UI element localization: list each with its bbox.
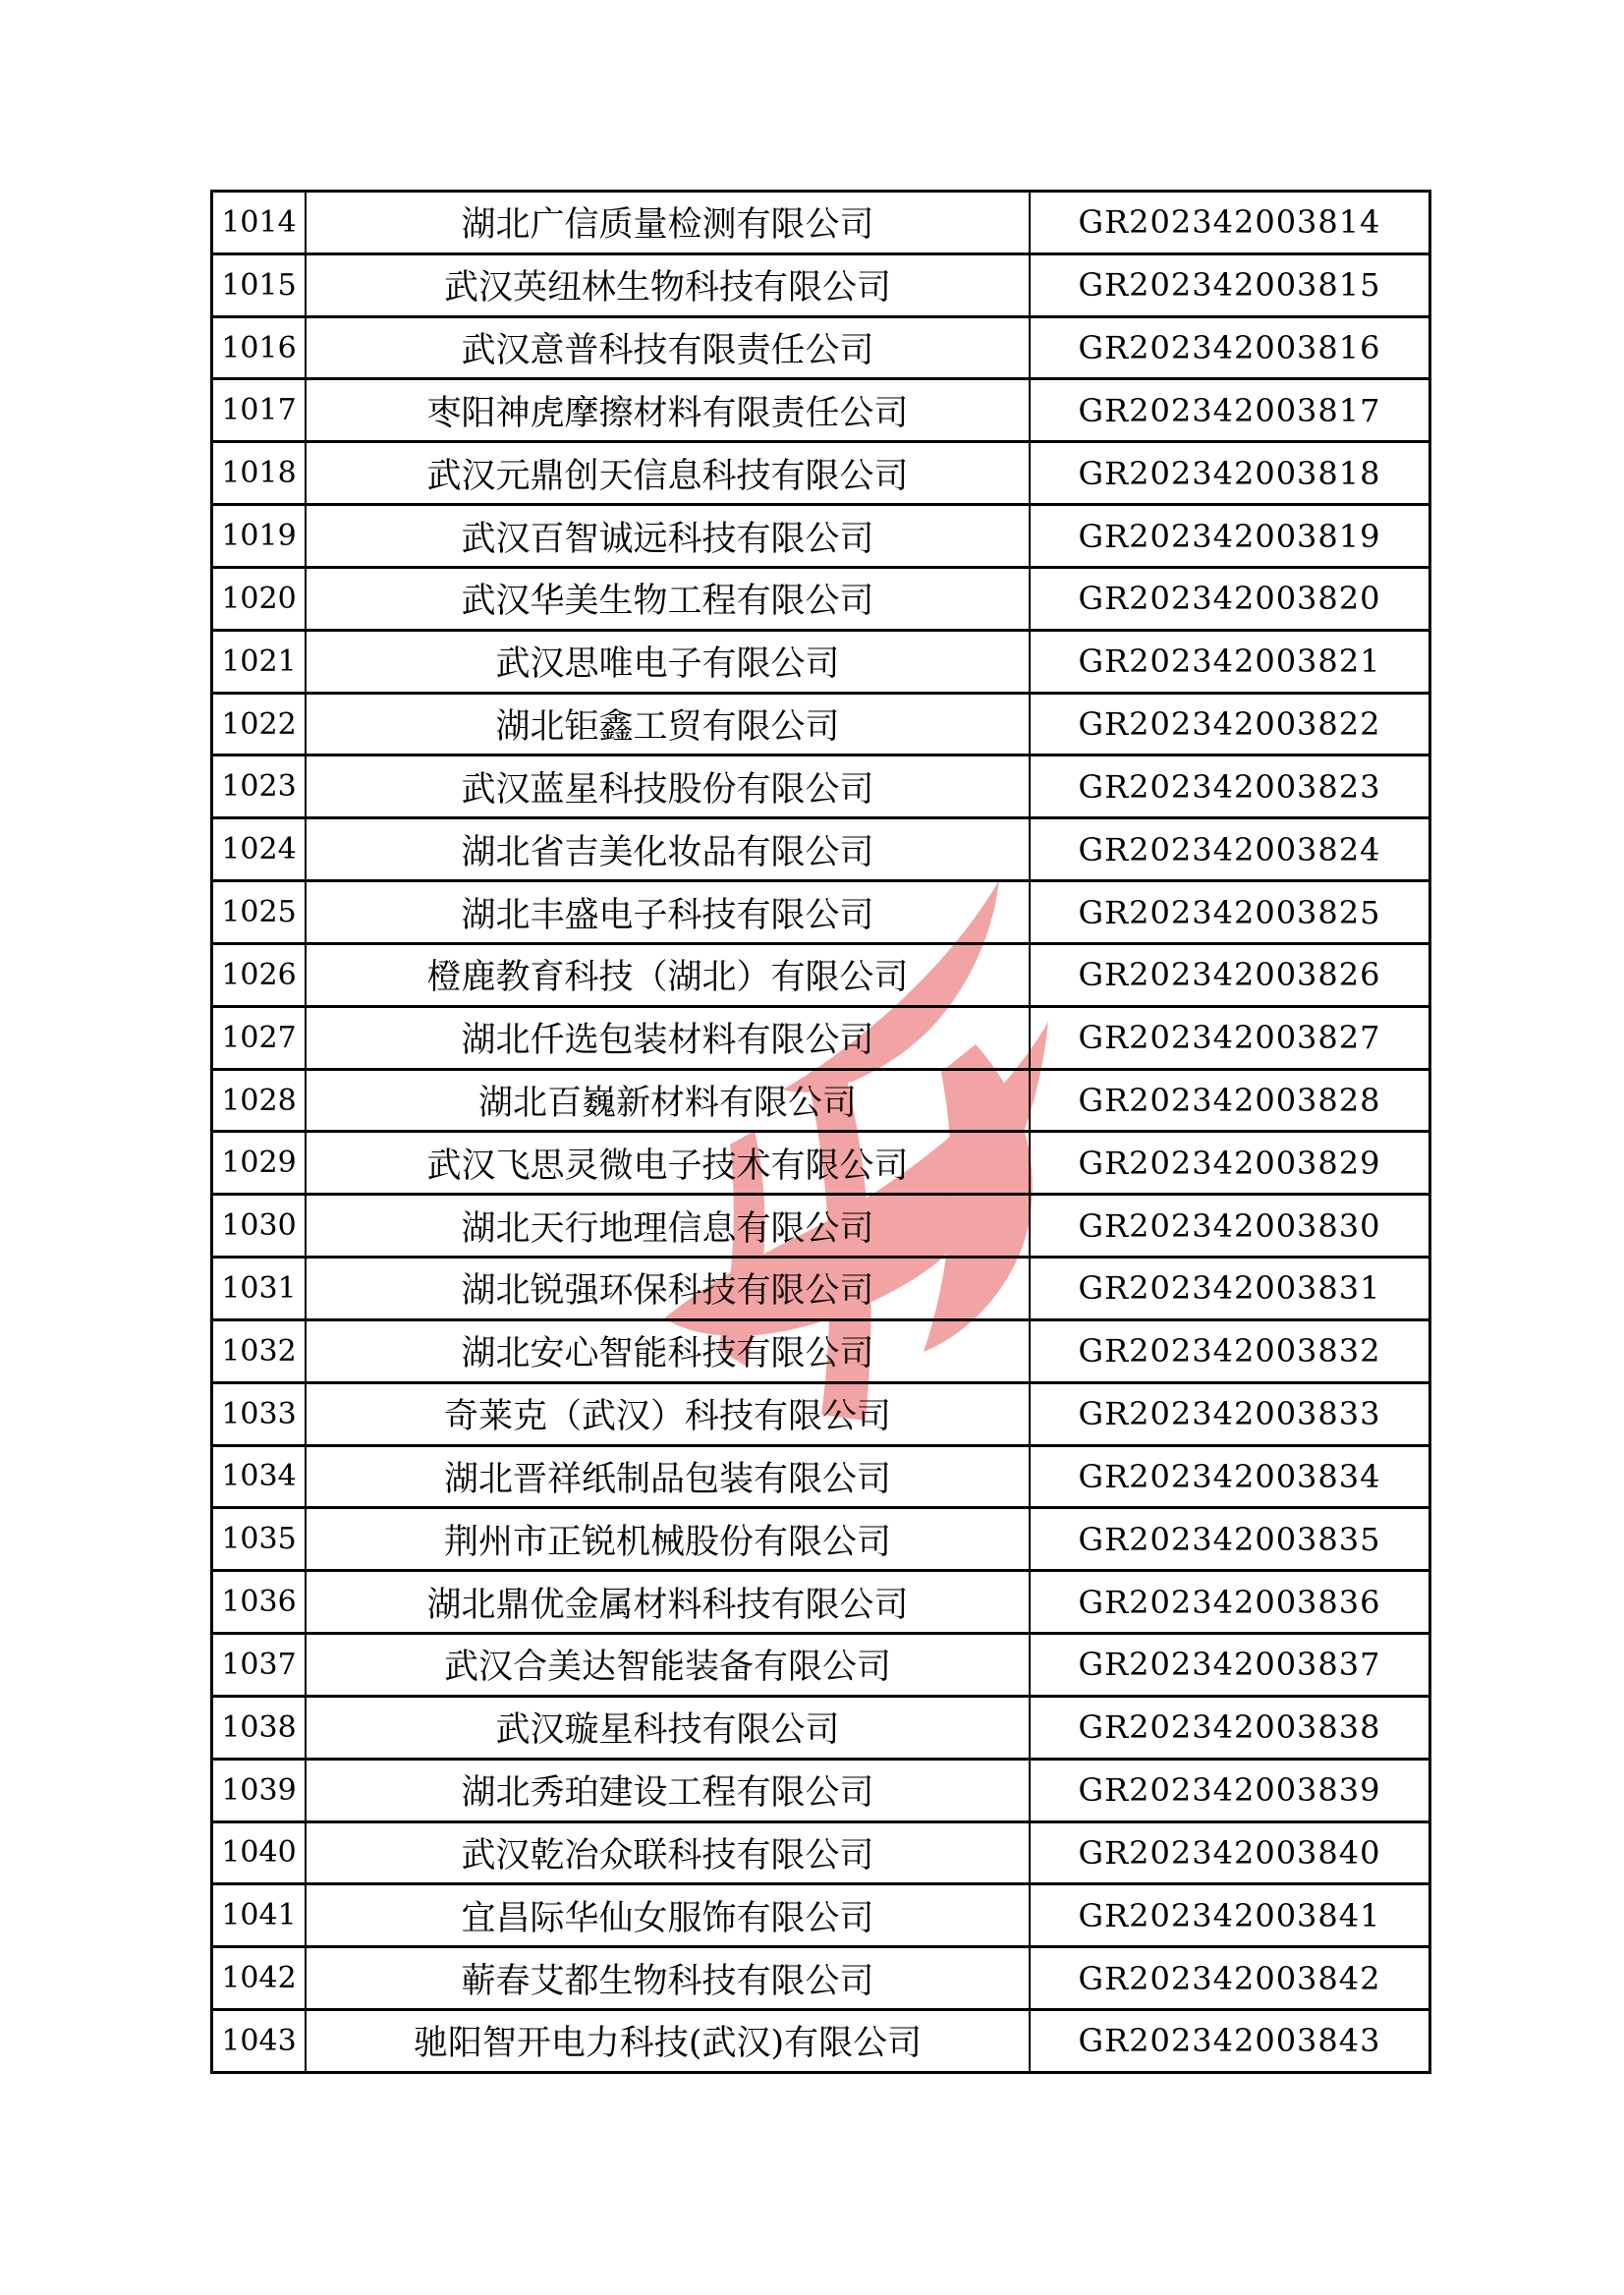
- certificate-code-cell: GR202342003831: [1078, 1269, 1381, 1308]
- row-number-cell: 1029: [213, 1133, 307, 1193]
- certificate-code-cell: GR202342003833: [1078, 1395, 1381, 1433]
- certificate-code-cell: GR202342003830: [1078, 1206, 1381, 1245]
- company-name-cell: 宜昌际华仙女服饰有限公司: [307, 1885, 1031, 1945]
- company-name-cell: 湖北仟选包装材料有限公司: [307, 1008, 1031, 1068]
- certificate-code-cell: GR202342003816: [1078, 329, 1381, 367]
- company-name-cell: 武汉璇星科技有限公司: [307, 1698, 1031, 1758]
- certificate-code-cell: GR202342003826: [1078, 956, 1381, 994]
- table-row: [213, 318, 1428, 381]
- company-name-cell: 荆州市正锐机械股份有限公司: [307, 1509, 1031, 1569]
- certificate-code-cell: GR202342003821: [1078, 643, 1381, 681]
- table-row: [213, 1885, 1428, 1948]
- certificate-code-cell: GR202342003843: [1078, 2022, 1381, 2060]
- row-number-cell: 1030: [213, 1196, 307, 1256]
- certificate-code-cell: GR202342003834: [1078, 1457, 1381, 1495]
- table-row: [213, 2011, 1428, 2071]
- table-row: [213, 1948, 1428, 2011]
- company-name-cell: 奇莱克（武汉）科技有限公司: [307, 1384, 1031, 1444]
- table-row: [213, 1635, 1428, 1698]
- row-number-cell: 1022: [213, 695, 307, 755]
- company-name-cell: 湖北晋祥纸制品包装有限公司: [307, 1447, 1031, 1507]
- row-number-cell: 1026: [213, 945, 307, 1005]
- row-number-cell: 1033: [213, 1384, 307, 1444]
- row-number-cell: 1016: [213, 318, 307, 378]
- company-name-cell: 枣阳神虎摩擦材料有限责任公司: [307, 380, 1031, 440]
- table-row: [213, 443, 1428, 506]
- row-number-cell: 1034: [213, 1447, 307, 1507]
- row-number-cell: 1038: [213, 1698, 307, 1758]
- company-name-cell: 湖北广信质量检测有限公司: [307, 193, 1031, 252]
- company-name-cell: 武汉英纽林生物科技有限公司: [307, 255, 1031, 315]
- row-number-cell: 1015: [213, 255, 307, 315]
- row-number-cell: 1041: [213, 1885, 307, 1945]
- table-row: [213, 1509, 1428, 1572]
- certificate-code-cell: GR202342003838: [1078, 1708, 1381, 1747]
- table-row: [213, 1259, 1428, 1321]
- company-name-cell: 武汉蓝星科技股份有限公司: [307, 756, 1031, 816]
- certificate-code-cell: GR202342003835: [1078, 1520, 1381, 1558]
- table-row: [213, 1698, 1428, 1761]
- company-name-cell: 驰阳智开电力科技(武汉)有限公司: [307, 2011, 1031, 2071]
- row-number-cell: 1031: [213, 1259, 307, 1318]
- table-row: [213, 1321, 1428, 1384]
- certificate-code-cell: GR202342003839: [1078, 1771, 1381, 1810]
- table-row: [213, 1761, 1428, 1823]
- table-row: [213, 882, 1428, 945]
- row-number-cell: 1024: [213, 819, 307, 879]
- table-row: [213, 569, 1428, 632]
- table-row: [213, 255, 1428, 318]
- row-number-cell: 1037: [213, 1635, 307, 1695]
- table-row: [213, 1572, 1428, 1635]
- row-number-cell: 1043: [213, 2011, 307, 2071]
- certificate-code-cell: GR202342003836: [1078, 1583, 1381, 1621]
- company-name-cell: 橙鹿教育科技（湖北）有限公司: [307, 945, 1031, 1005]
- certificate-code-cell: GR202342003819: [1078, 517, 1381, 555]
- table-row: [213, 380, 1428, 443]
- table-row: [213, 1196, 1428, 1259]
- certificate-code-cell: GR202342003840: [1078, 1833, 1381, 1872]
- company-name-cell: 湖北百巍新材料有限公司: [307, 1071, 1031, 1131]
- row-number-cell: 1017: [213, 380, 307, 440]
- row-number-cell: 1027: [213, 1008, 307, 1068]
- company-name-cell: 湖北锐强环保科技有限公司: [307, 1259, 1031, 1318]
- table-row: [213, 506, 1428, 569]
- certificate-code-cell: GR202342003842: [1078, 1959, 1381, 1997]
- row-number-cell: 1032: [213, 1321, 307, 1381]
- certificate-code-cell: GR202342003823: [1078, 767, 1381, 806]
- row-number-cell: 1021: [213, 632, 307, 692]
- table-row: [213, 756, 1428, 819]
- company-name-cell: 武汉合美达智能装备有限公司: [307, 1635, 1031, 1695]
- company-name-cell: 湖北钜鑫工贸有限公司: [307, 695, 1031, 755]
- company-name-cell: 武汉思唯电子有限公司: [307, 632, 1031, 692]
- company-name-cell: 湖北天行地理信息有限公司: [307, 1196, 1031, 1256]
- row-number-cell: 1018: [213, 443, 307, 503]
- table-row: [213, 1008, 1428, 1071]
- certificate-code-cell: GR202342003817: [1078, 391, 1381, 429]
- company-name-cell: 湖北省吉美化妆品有限公司: [307, 819, 1031, 879]
- row-number-cell: 1019: [213, 506, 307, 566]
- row-number-cell: 1036: [213, 1572, 307, 1632]
- row-number-cell: 1035: [213, 1509, 307, 1569]
- table-row: [213, 1071, 1428, 1134]
- company-name-cell: 武汉华美生物工程有限公司: [307, 569, 1031, 629]
- certificate-code-cell: GR202342003822: [1078, 705, 1381, 744]
- company-name-cell: 武汉乾冶众联科技有限公司: [307, 1823, 1031, 1883]
- table-row: [213, 1823, 1428, 1886]
- certificate-code-cell: GR202342003824: [1078, 830, 1381, 868]
- table-row: [213, 819, 1428, 882]
- row-number-cell: 1028: [213, 1071, 307, 1131]
- certificate-code-cell: GR202342003837: [1078, 1646, 1381, 1684]
- company-name-cell: 武汉元鼎创天信息科技有限公司: [307, 443, 1031, 503]
- certificate-code-cell: GR202342003827: [1078, 1019, 1381, 1057]
- table-row: [213, 1384, 1428, 1447]
- company-name-cell: 武汉意普科技有限责任公司: [307, 318, 1031, 378]
- company-name-cell: 湖北安心智能科技有限公司: [307, 1321, 1031, 1381]
- certificate-code-cell: GR202342003820: [1078, 580, 1381, 618]
- certificate-code-cell: GR202342003829: [1078, 1144, 1381, 1182]
- row-number-cell: 1039: [213, 1761, 307, 1820]
- certificate-code-cell: GR202342003832: [1078, 1332, 1381, 1371]
- company-name-cell: 蕲春艾都生物科技有限公司: [307, 1948, 1031, 2008]
- company-name-cell: 湖北秀珀建设工程有限公司: [307, 1761, 1031, 1820]
- company-name-cell: 湖北丰盛电子科技有限公司: [307, 882, 1031, 942]
- row-number-cell: 1023: [213, 756, 307, 816]
- company-name-cell: 武汉百智诚远科技有限公司: [307, 506, 1031, 566]
- row-number-cell: 1040: [213, 1823, 307, 1883]
- certificate-code-cell: GR202342003825: [1078, 893, 1381, 931]
- row-number-cell: 1014: [213, 193, 307, 252]
- row-number-cell: 1025: [213, 882, 307, 942]
- table-row: [213, 1133, 1428, 1196]
- certificate-code-cell: GR202342003815: [1078, 266, 1381, 305]
- certificate-code-cell: GR202342003814: [1078, 203, 1381, 242]
- table-row: [213, 632, 1428, 695]
- row-number-cell: 1020: [213, 569, 307, 629]
- certificate-code-cell: GR202342003841: [1078, 1896, 1381, 1934]
- table-row: [213, 945, 1428, 1008]
- company-name-cell: 湖北鼎优金属材料科技有限公司: [307, 1572, 1031, 1632]
- certificate-code-cell: GR202342003818: [1078, 454, 1381, 492]
- table-row: [213, 1447, 1428, 1510]
- certificate-code-cell: GR202342003828: [1078, 1082, 1381, 1119]
- company-name-cell: 武汉飞思灵微电子技术有限公司: [307, 1133, 1031, 1193]
- row-number-cell: 1042: [213, 1948, 307, 2008]
- table-row: [213, 695, 1428, 757]
- company-table: [210, 190, 1431, 2074]
- table-row: [213, 193, 1428, 255]
